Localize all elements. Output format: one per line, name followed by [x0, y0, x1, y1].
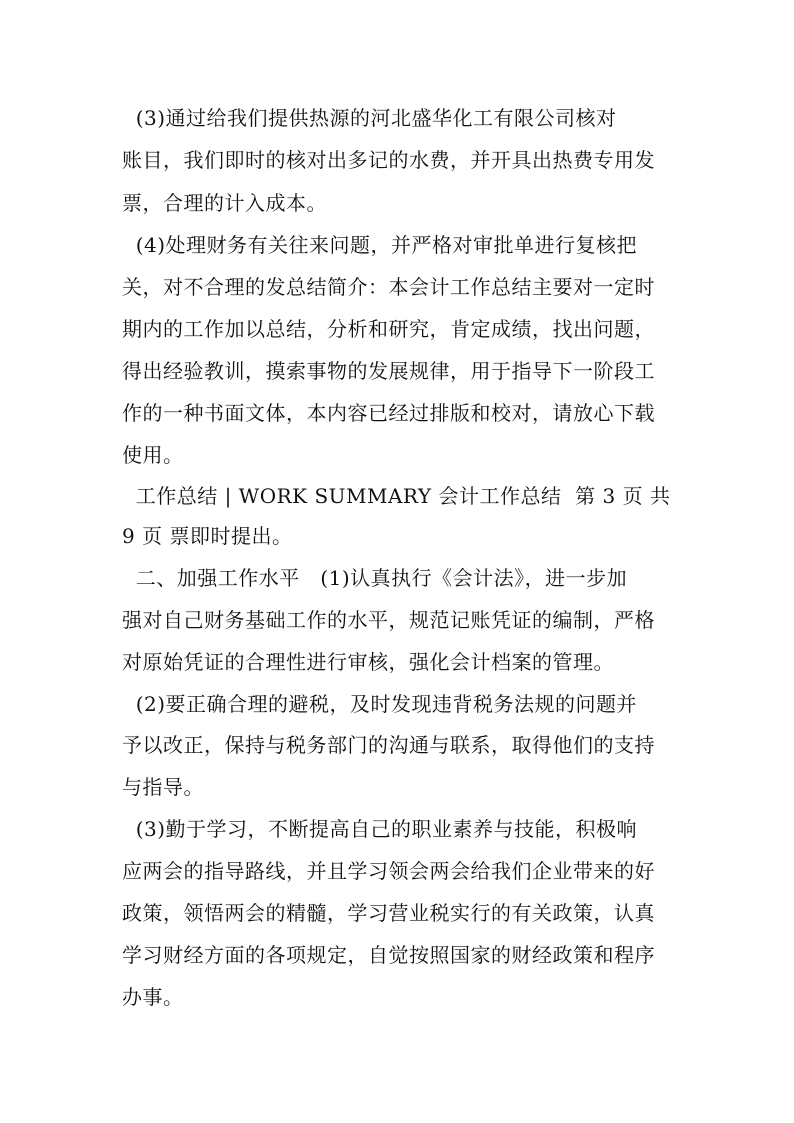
paragraph-line: 对原始凭证的合理性进行审核，强化会计档案的管理。 — [122, 650, 614, 674]
paragraph-line: (4)处理财务有关往来问题，并严格对审批单进行复核把 — [122, 233, 638, 257]
paragraph-line: (3)勤于学习，不断提高自己的职业素养与技能，积极响 — [122, 817, 638, 841]
paragraph-line: 得出经验教训，摸索事物的发展规律，用于指导下一阶段工 — [122, 359, 655, 383]
paragraph-line: 与指导。 — [122, 775, 204, 799]
paragraph-line: 应两会的指导路线，并且学习领会两会给我们企业带来的好 — [122, 859, 655, 883]
paragraph-line: 期内的工作加以总结，分析和研究，肯定成绩，找出问题， — [122, 317, 655, 341]
paragraph-line: 办事。 — [122, 985, 184, 1009]
paragraph-line: 予以改正，保持与税务部门的沟通与联系，取得他们的支持 — [122, 733, 655, 757]
paragraph-line: 账目，我们即时的核对出多记的水费，并开具出热费专用发 — [122, 148, 655, 172]
paragraph-line: 作的一种书面文体，本内容已经过排版和校对，请放心下载 — [122, 401, 655, 425]
paragraph-line: 票，合理的计入成本。 — [122, 191, 327, 215]
paragraph-line: 使用。 — [122, 443, 184, 467]
paragraph-line: 强对自己财务基础工作的水平，规范记账凭证的编制，严格 — [122, 608, 655, 632]
paragraph-line: (2)要正确合理的避税，及时发现违背税务法规的问题并 — [122, 692, 638, 716]
section-heading-line: 二、加强工作水平 (1)认真执行《会计法》，进一步加 — [122, 566, 628, 590]
paragraph-line: (3)通过给我们提供热源的河北盛华化工有限公司核对 — [122, 106, 617, 130]
paragraph-line: 政策，领悟两会的精髓，学习营业税实行的有关政策，认真 — [122, 901, 655, 925]
page-footer-line: 工作总结 | WORK SUMMARY 会计工作总结 第 3 页 共 — [122, 484, 671, 508]
paragraph-line: 9 页 票即时提出。 — [122, 524, 293, 548]
paragraph-line: 学习财经方面的各项规定，自觉按照国家的财经政策和程序 — [122, 943, 655, 967]
paragraph-line: 关，对不合理的发总结简介：本会计工作总结主要对一定时 — [122, 275, 655, 299]
